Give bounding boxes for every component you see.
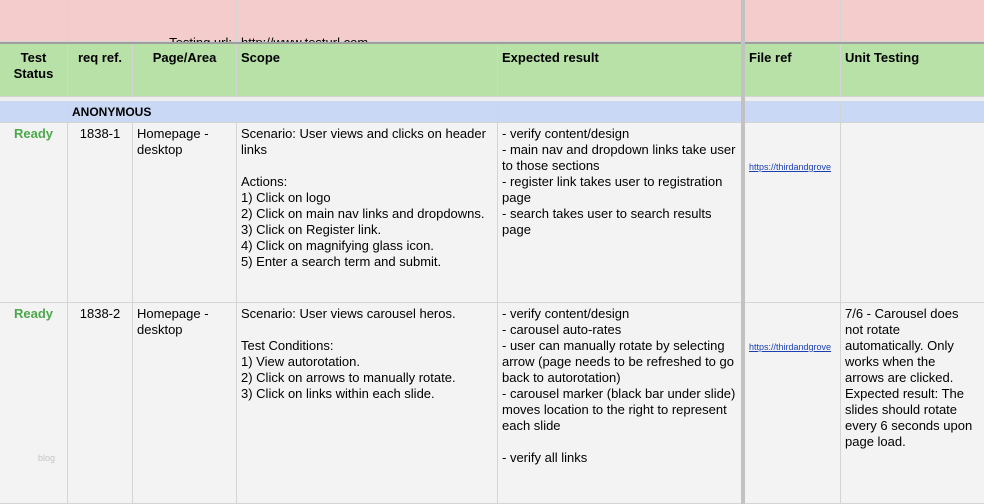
table-row-1-page[interactable]: Homepage - desktop	[133, 123, 237, 303]
meta-cell-file[interactable]	[745, 0, 841, 42]
table-row-1-scope[interactable]: Scenario: User views and clicks on header links Actions: 1) Click on logo 2) Click on main nav links and dropdowns. 3) Click on Register link. 4) Click on magnifying glass icon. 5) Enter a search term and submit.	[237, 123, 498, 303]
header-req-ref[interactable]: req ref.	[68, 44, 133, 97]
section-cell-scope[interactable]	[237, 101, 498, 123]
meta-cell-a[interactable]	[0, 0, 68, 42]
table-row-1-status[interactable]: Ready	[0, 123, 68, 303]
header-page-area[interactable]: Page/Area	[133, 44, 237, 97]
frozen-column-divider[interactable]	[741, 0, 745, 504]
section-cell-file[interactable]	[745, 101, 841, 123]
table-row-1-expected[interactable]: - verify content/design - main nav and dropdown links take user to those sections - register link takes user to registration page - search takes user to search results page	[498, 123, 741, 303]
header-test-status[interactable]: Test Status	[0, 44, 68, 97]
table-row-2-file[interactable]	[745, 303, 841, 504]
section-cell-expected[interactable]	[498, 101, 741, 123]
header-file-ref[interactable]: File ref	[745, 44, 841, 97]
section-cell-a[interactable]	[0, 101, 68, 123]
section-label[interactable]: ANONYMOUS	[68, 101, 237, 123]
section-cell-unit[interactable]	[841, 101, 984, 123]
meta-values[interactable]	[237, 0, 741, 42]
file-ref-link[interactable]: https://thirdandgrove	[749, 162, 832, 172]
table-row-2-page[interactable]: Homepage - desktop	[133, 303, 237, 504]
header-scope[interactable]: Scope	[237, 44, 498, 97]
watermark-text: blog	[38, 453, 56, 463]
table-row-2-status[interactable]: Ready	[0, 303, 68, 504]
table-row-2-scope[interactable]: Scenario: User views carousel heros. Test Conditions: 1) View autorotation. 2) Click on arrows to manually rotate. 3) Click on links within each slide.	[237, 303, 498, 504]
meta-cell-unit[interactable]	[841, 0, 984, 42]
table-row-2-req[interactable]: 1838-2	[68, 303, 133, 504]
table-row-1-unit[interactable]	[841, 123, 984, 303]
table-row-1-file[interactable]	[745, 123, 841, 303]
meta-labels[interactable]	[68, 0, 237, 42]
table-row-2-expected[interactable]: - verify content/design - carousel auto-rates - user can manually rotate by selecting arrow (page needs to be refreshed to go back to autorotation) - carousel marker (black bar under slide) moves location to the right to represent each slide - verify all links	[498, 303, 741, 504]
header-expected-result[interactable]: Expected result	[498, 44, 741, 97]
table-row-2-unit[interactable]: 7/6 - Carousel does not rotate automatically. Only works when the arrows are clicked. Expected result: The slides should rotate every 6 seconds upon page load.	[841, 303, 984, 504]
table-row-1-req[interactable]: 1838-1	[68, 123, 133, 303]
file-ref-link[interactable]: https://thirdandgrove	[749, 342, 832, 352]
header-unit-testing[interactable]: Unit Testing	[841, 44, 984, 97]
